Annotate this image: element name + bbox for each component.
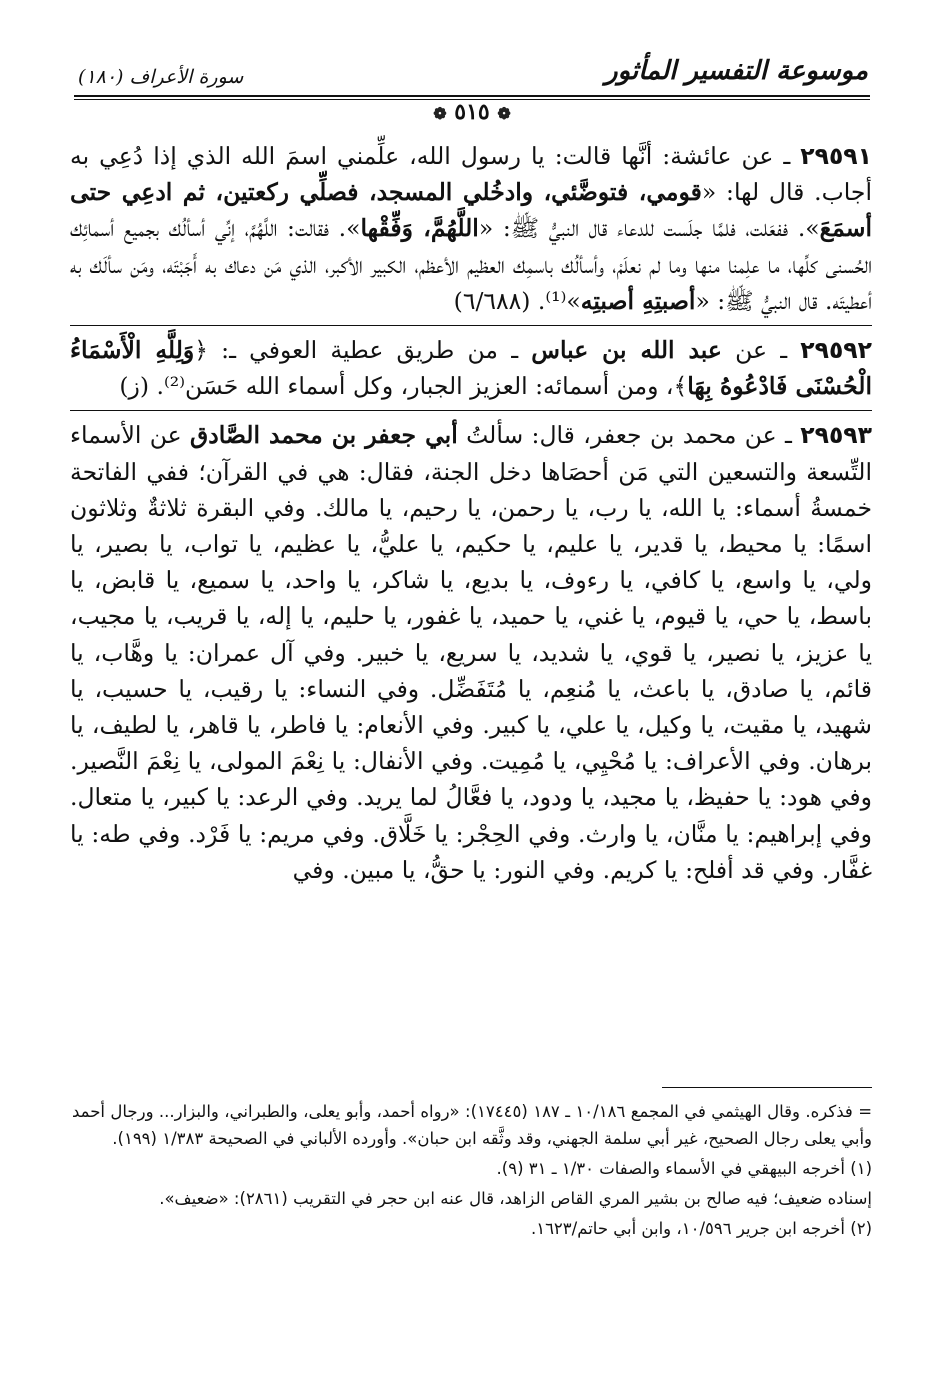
quran-verse: وَلِلَّهِ الْأَسْمَاءُ الْحُسْنَى فَادْعُوهُ بِهَا [70, 336, 872, 401]
entry-number: ٢٩٥٩٣ [800, 421, 872, 450]
entry-29592 [70, 325, 872, 404]
entry-text: »⁽¹⁾. (٦/٦٨٨) [453, 286, 581, 315]
entry-text: ـ عن [721, 336, 801, 365]
footnote-rule [662, 1087, 872, 1088]
surah-label: سورة الأعراف (١٨٠) [78, 66, 244, 88]
footnote: = فذكره. وقال الهيثمي في المجمع ١٠/١٨٦ ـ ١٨٧ (١٧٤٤٥): «رواه أحمد، وأبو يعلى، والطبراني، والبزار... ورجال أحمد وأبي يعلى رجال الصحيح، غير أبي سلمة الجهني، وقد وثَّقه ابن حبان». وأورده الألباني في الصحيحة ١/٣٨٣ (١٩٩). [72, 1102, 873, 1148]
hadith-quote: اللَّهُمَّ، وَفِّقْها [360, 214, 479, 243]
footnote: (١) أخرجه البيهقي في الأسماء والصفات ١/٣٠ ـ ٣١ (٩). [496, 1159, 872, 1178]
hadith-quote: أصبتِهِ أصبتِه [580, 286, 696, 315]
narrator-name: أبي جعفر بن محمد الصَّادق [190, 421, 458, 450]
ornament-icon: ❁ [433, 104, 447, 123]
entry-29593 [70, 410, 872, 888]
narrator-name: عبد الله بن عباس [531, 336, 722, 365]
entry-29591 [70, 138, 872, 319]
entry-text: ـ عن محمد بن جعفر، قال: سألتُ [457, 421, 801, 450]
footnote: (٢) أخرجه ابن جرير ١٠/٥٩٦، وابن أبي حاتم/١٦٢٣. [530, 1219, 872, 1238]
ornament-icon: ❁ [497, 104, 511, 123]
entry-text: ـ من طريق عطية العوفي ـ: ﴿ [194, 336, 532, 365]
footnotes [72, 1098, 872, 1245]
entry-number: ٢٩٥٩١ [800, 142, 872, 170]
entry-text: ﴾، ومن أسمائه: العزيز الجبار، وكل أسماء الله حَسَن⁽²⁾. (ز) [119, 372, 688, 401]
page-number: ٥١٥ [454, 99, 490, 125]
main-text [70, 138, 872, 888]
page-number-block [0, 99, 944, 125]
footnote: إسناده ضعيف؛ فيه صالح بن بشير المري القاص الزاهد، قال عنه ابن حجر في التقريب (٢٨٦١): «ضعيف». [159, 1189, 872, 1208]
entry-text: ». ففعَلت، فلمَّا جلَست للدعاء قال النبيُّ ﷺ: « [478, 214, 820, 243]
entry-text: ». فقالت: اللَّهُمَّ، إنِّي أسألُك بجميع أسمائِك الحُسنى كلِّها، ما علِمنا منها وما لم نعلَمْ، وأسألُك باسمِك العظيم الأعظم، الكبير الأكبر، الذي مَن دعاك به أَجَبْتَه، ومَن سألَك به أعطيتَه. قال النبيُّ ﷺ: « [70, 214, 872, 315]
entry-text: ـ عن عائشة: أنَّها قالت: يا رسول الله، علِّمني اسمَ الله الذي إذا دُعِي به أجاب. قال لها: « [70, 142, 872, 207]
header-rule [74, 95, 870, 97]
hadith-quote: قومي، فتوضَّئي، وادخُلي المسجد، فصلِّي ركعتين، ثم ادعِي حتى أسمَعَ [70, 178, 872, 243]
book-title: موسوعة التفسير المأثور [605, 56, 868, 86]
entry-text: عن الأسماء التِّسعة والتسعين التي مَن أحصَاها دخل الجنة، فقال: هي في القرآن؛ ففي الفاتحة خمسةُ أسماء: يا الله، يا رب، يا رحمن، يا رحيم، يا مالك. وفي البقرة ثلاثةٌ وثلاثون اسمًا: يا محيط، يا قدير، يا عليم، يا حكيم، يا عليُّ، يا عظيم، يا تواب، يا بصير، يا ولي، يا واسع، يا كافي، يا رءوف، يا بديع، يا شاكر، يا واحد، يا سميع، يا قابض، يا باسط، يا حي، يا قيوم، يا غني، يا حميد، يا غفور، يا حليم، يا إله، يا قريب، يا مجيب، يا عزيز، يا نصير، يا قوي، يا شديد، يا سريع، يا خبير. وفي آل عمران: يا وهَّاب، يا قائم، يا صادق، يا باعث، يا مُنعِم، يا مُتَفَضِّل. وفي النساء: يا رقيب، يا حسيب، يا شهيد، يا مقيت، يا وكيل، يا علي، يا كبير. وفي الأنعام: يا فاطر، يا قاهر، يا لطيف، يا برهان. وفي الأعراف: يا مُحْيِي، يا مُمِيت. وفي الأنفال: يا نِعْمَ المولى، يا نِعْمَ النَّصير. وفي هود: يا حفيظ، يا مجيد، يا ودود، يا فعَّالُ لما يريد. وفي الرعد: يا كبير، يا متعال. وفي إبراهيم: يا منَّان، يا وارث. وفي الحِجْر: يا خَلَّاق. وفي مريم: يا فَرْد. وفي طه: يا غفَّار. وفي قد أفلح: يا كريم. وفي النور: يا حقُّ، يا مبين. وفي [70, 421, 872, 884]
entry-number: ٢٩٥٩٢ [800, 336, 872, 365]
